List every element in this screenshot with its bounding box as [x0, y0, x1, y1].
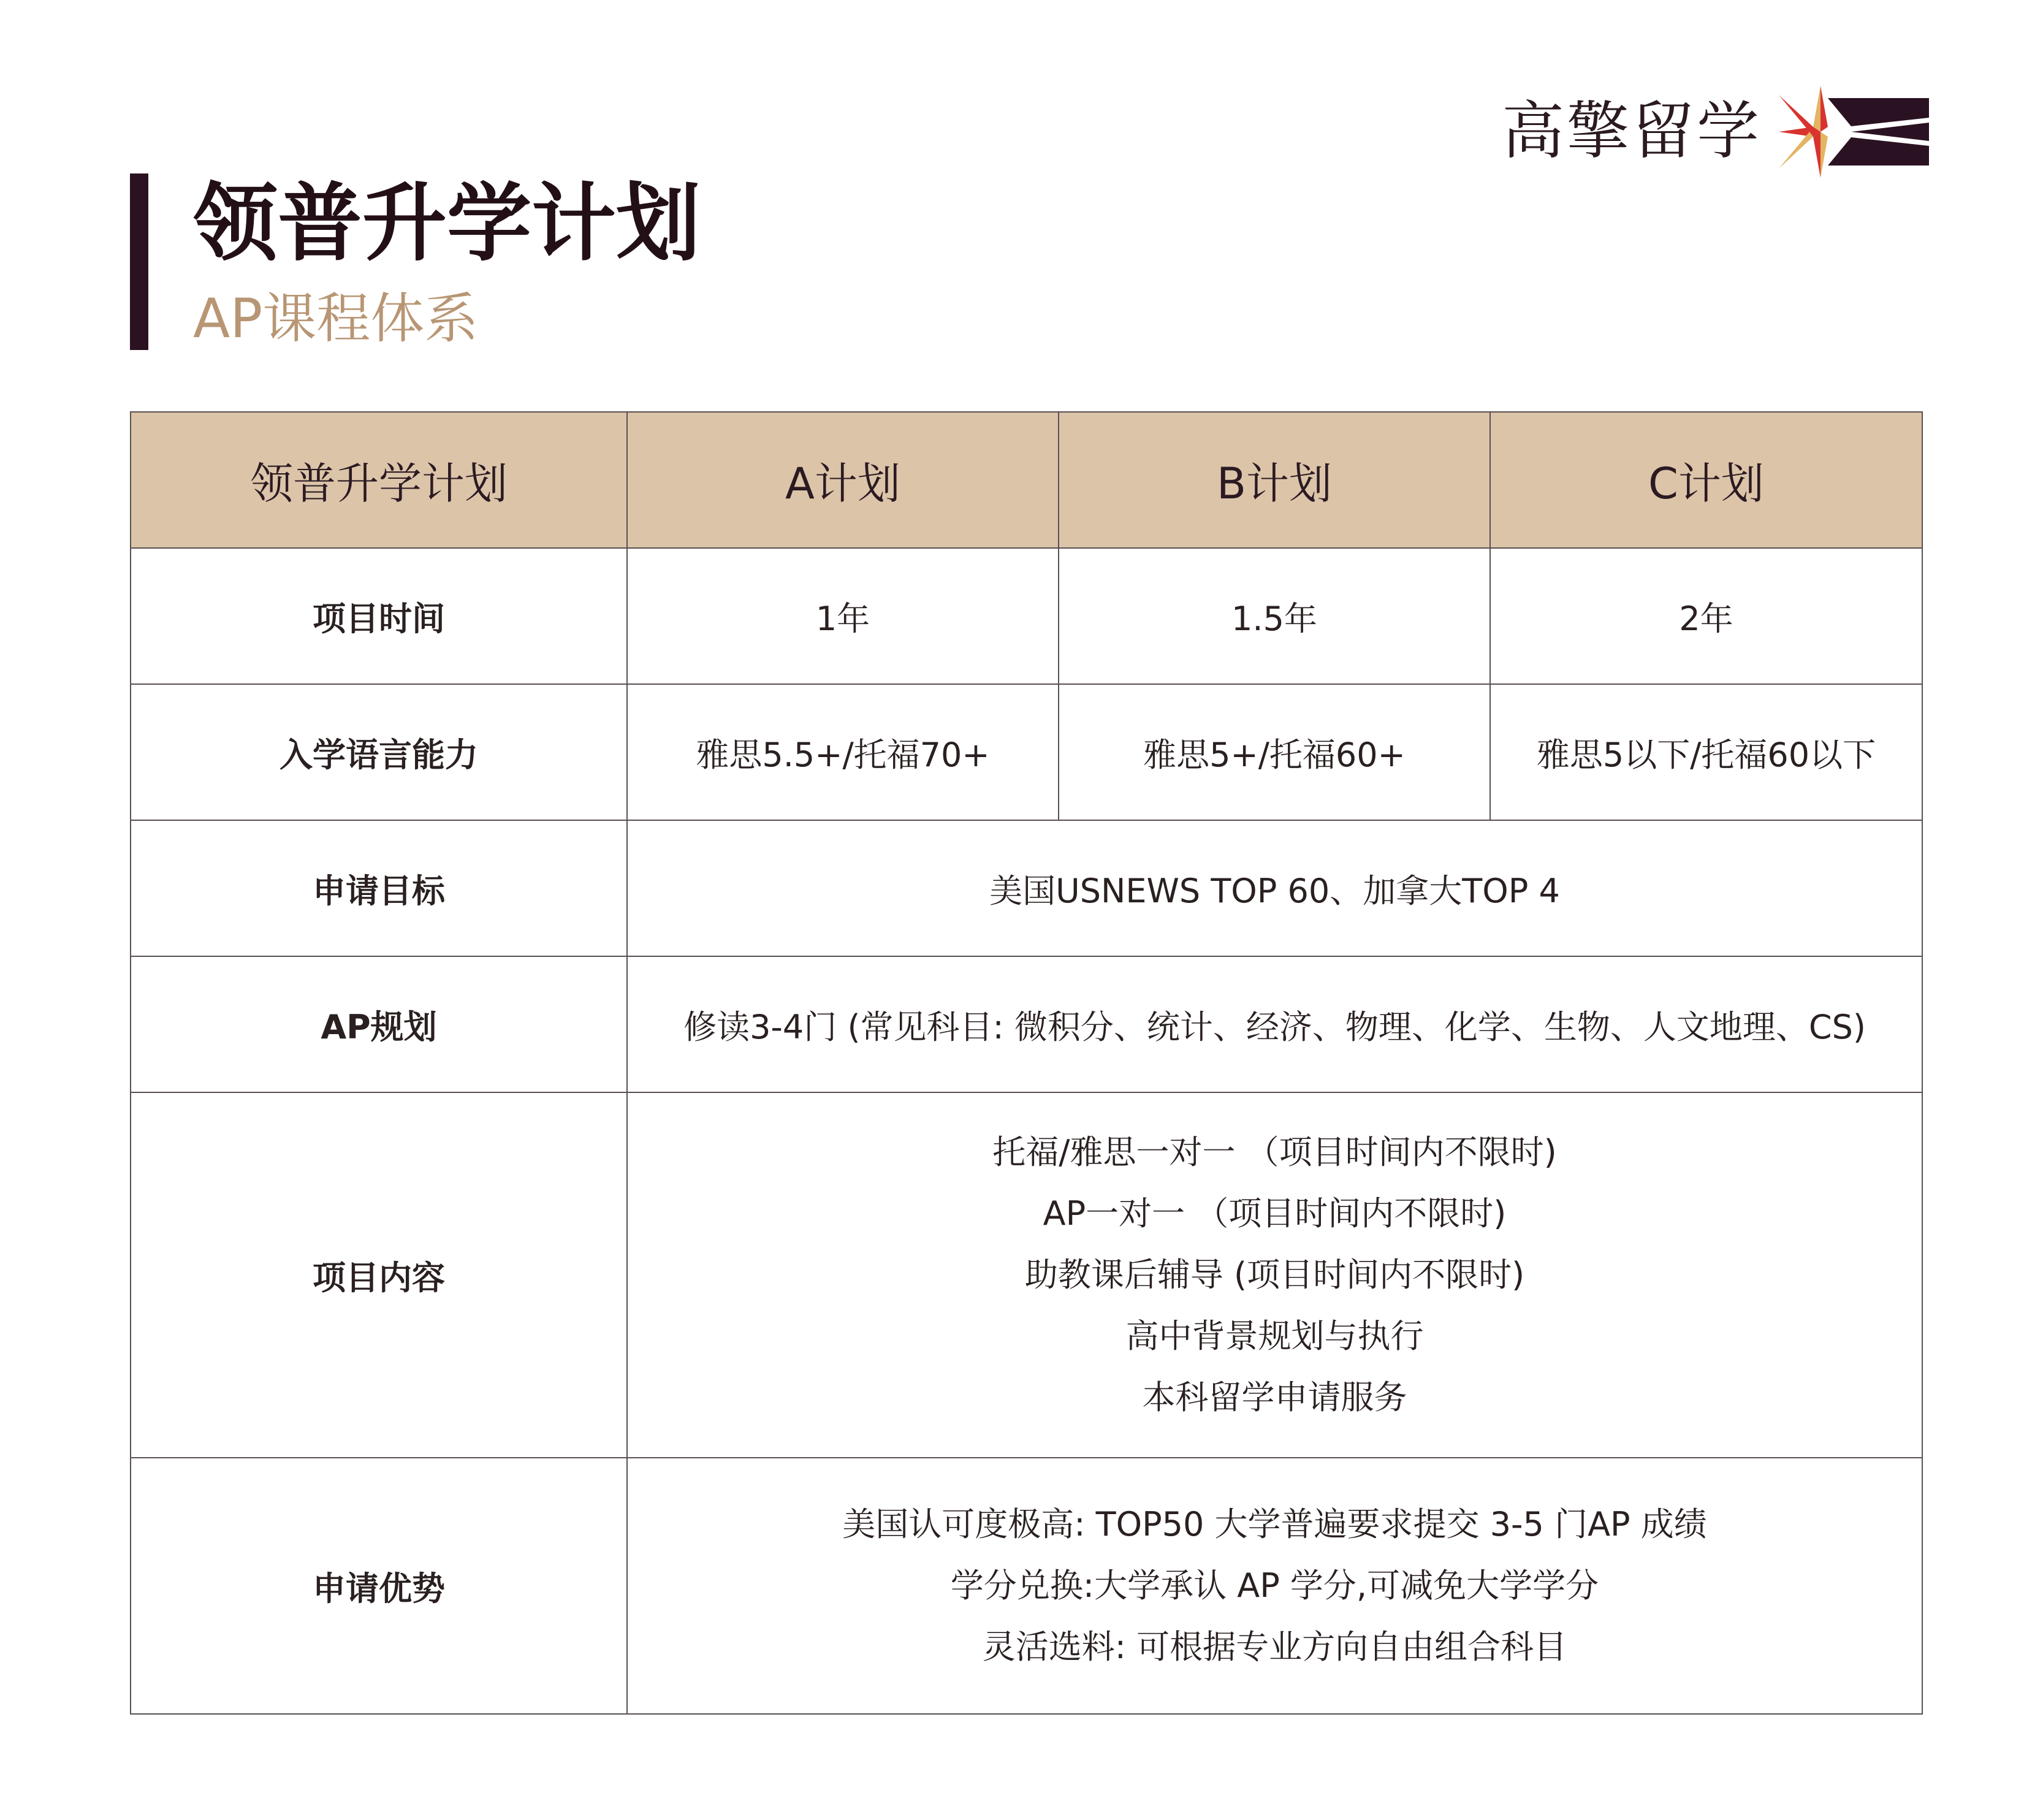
table-row-content	[131, 1092, 1922, 1458]
table-header-row	[131, 412, 1922, 548]
brand-name: 高擎留学	[1502, 95, 1762, 168]
row-label-advantages: 申请优势	[131, 1458, 627, 1714]
content-line: 本科留学申请服务	[1142, 1378, 1407, 1417]
table-row-duration	[131, 548, 1922, 684]
row-label-content: 项目内容	[131, 1092, 627, 1458]
table-row-advantages	[131, 1458, 1922, 1714]
compass-star-logo-icon	[1779, 86, 1929, 178]
advantage-line: 灵活选料: 可根据专业方向自由组合科目	[982, 1628, 1567, 1666]
cell-duration-b: 1.5年	[1059, 548, 1490, 684]
advantage-line: 学分兑换:大学承认 AP 学分,可减免大学学分	[950, 1566, 1599, 1605]
row-label-duration: 项目时间	[131, 548, 627, 684]
title-accent-bar	[130, 173, 148, 350]
cell-target: 美国USNEWS TOP 60、加拿大TOP 4	[627, 820, 1922, 956]
cell-content	[627, 1092, 1922, 1458]
header-plan-name: 领普升学计划	[131, 412, 627, 548]
advantage-line: 美国认可度极高: TOP50 大学普遍要求提交 3-5 门AP 成绩	[842, 1505, 1707, 1544]
header-plan-b: B计划	[1059, 412, 1490, 548]
row-label-ap-plan: AP规划	[131, 956, 627, 1092]
header-plan-a: A计划	[627, 412, 1059, 548]
plan-comparison-table	[130, 411, 1923, 1715]
content-line: 高中背景规划与执行	[1125, 1317, 1424, 1355]
cell-ap-plan: 修读3-4门 (常见科目: 微积分、统计、经济、物理、化学、生物、人文地理、CS)	[627, 956, 1922, 1092]
content-line: AP一对一 （项目时间内不限时)	[1043, 1194, 1507, 1233]
header-plan-c: C计划	[1490, 412, 1922, 548]
cell-language-c: 雅思5以下/托福60以下	[1490, 684, 1922, 820]
cell-language-a: 雅思5.5+/托福70+	[627, 684, 1059, 820]
row-label-language: 入学语言能力	[131, 684, 627, 820]
content-line: 助教课后辅导 (项目时间内不限时)	[1024, 1255, 1525, 1294]
page-subtitle: AP课程体系	[193, 287, 479, 350]
table-row-target	[131, 820, 1922, 956]
content-line: 托福/雅思一对一 （项目时间内不限时)	[992, 1133, 1557, 1171]
page-title: 领普升学计划	[193, 174, 701, 273]
cell-duration-c: 2年	[1490, 548, 1922, 684]
cell-advantages	[627, 1458, 1922, 1714]
cell-duration-a: 1年	[627, 548, 1059, 684]
row-label-target: 申请目标	[131, 820, 627, 956]
table-row-ap-plan	[131, 956, 1922, 1092]
brand-logo	[1502, 86, 1931, 178]
table-row-language	[131, 684, 1922, 820]
cell-language-b: 雅思5+/托福60+	[1059, 684, 1490, 820]
